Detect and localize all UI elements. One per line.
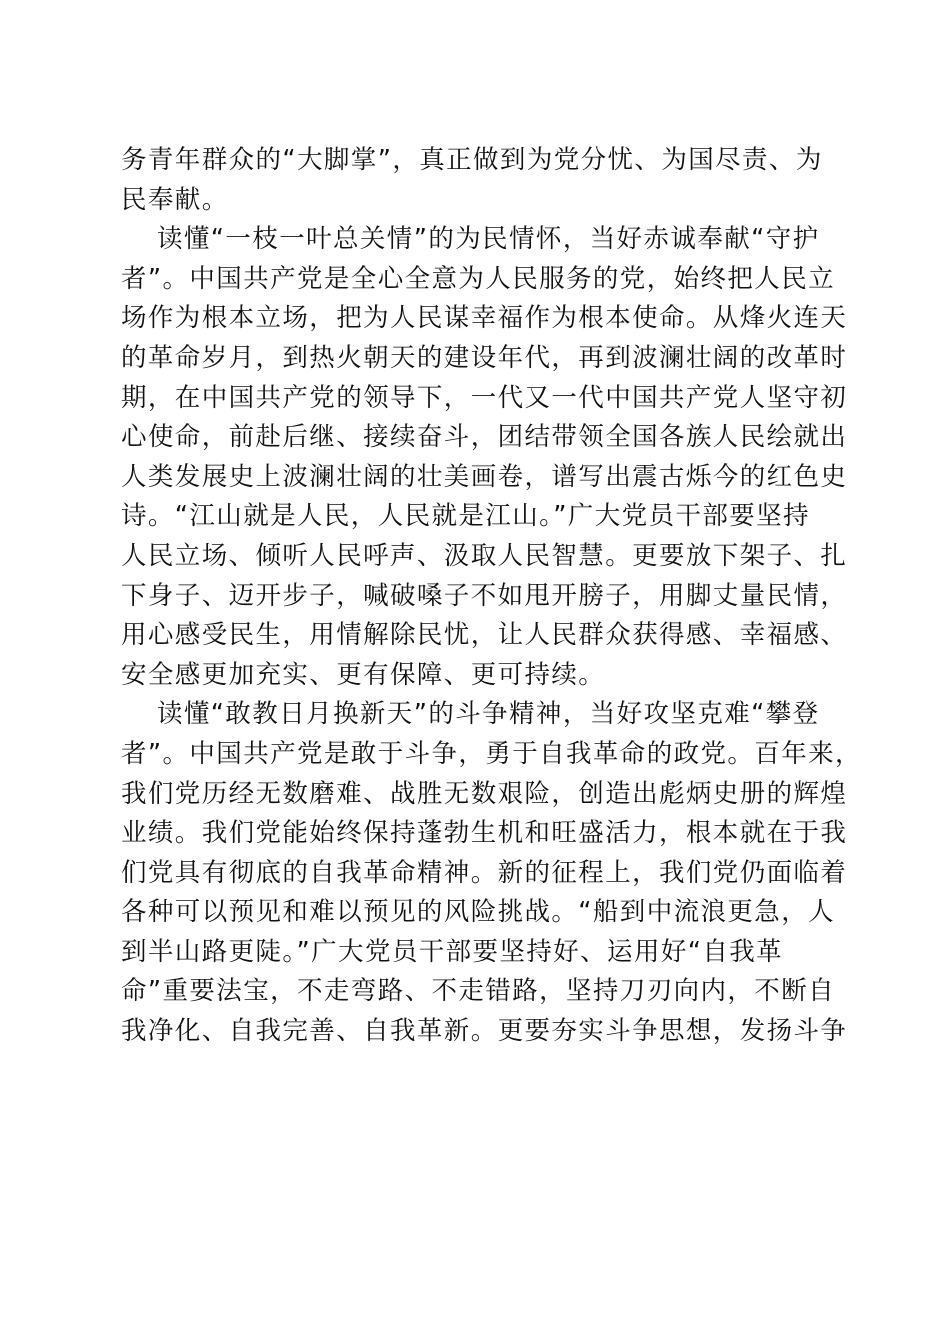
text-line: 各种可以预见和难以预见的风险挑战。“船到中流浪更急，人 xyxy=(121,897,836,928)
text-line: 命”重要法宝，不走弯路、不走错路，坚持刀刃向内，不断自 xyxy=(121,976,836,1007)
text-line: 业绩。我们党能始终保持蓬勃生机和旺盛活力，根本就在于我 xyxy=(121,818,848,849)
text-line: 者”。中国共产党是敢于斗争，勇于自我革命的政党。百年来， xyxy=(121,738,862,769)
text-line: 民奉献。 xyxy=(121,184,229,215)
body-text xyxy=(121,141,862,1052)
text-line: 人民立场、倾听人民呼声、汲取人民智慧。更要放下架子、扎 xyxy=(121,540,848,571)
text-line: 期，在中国共产党的领导下，一代又一代中国共产党人坚守初 xyxy=(121,382,848,413)
paragraph-start-line: 读懂“敢教日月换新天”的斗争精神，当好攻坚克难“攀登 xyxy=(157,699,820,730)
text-line: 的革命岁月，到热火朝天的建设年代，再到波澜壮阔的改革时 xyxy=(121,342,848,373)
text-line: 心使命，前赴后继、接续奋斗，团结带领全国各族人民绘就出 xyxy=(121,422,848,453)
text-line: 务青年群众的“大脚掌”，真正做到为党分忧、为国尽责、为 xyxy=(121,145,823,175)
text-line: 我们党历经无数磨难、战胜无数艰险，创造出彪炳史册的辉煌 xyxy=(121,778,848,809)
text-line: 我净化、自我完善、自我革新。更要夯实斗争思想，发扬斗争 xyxy=(121,1016,848,1047)
paragraph-start-line: 读懂“一枝一叶总关情”的为民情怀，当好赤诚奉献“守护 xyxy=(157,224,820,255)
text-line: 用心感受民生，用情解除民忧，让人民群众获得感、幸福感、 xyxy=(121,620,848,651)
text-line: 们党具有彻底的自我革命精神。新的征程上，我们党仍面临着 xyxy=(121,857,848,888)
text-line: 下身子、迈开步子，喊破嗓子不如甩开膀子，用脚丈量民情， xyxy=(121,580,848,611)
text-line: 场作为根本立场，把为人民谋幸福作为根本使命。从烽火连天 xyxy=(121,303,848,334)
text-line: 者”。中国共产党是全心全意为人民服务的党，始终把人民立 xyxy=(121,263,836,294)
text-line: 诗。“江山就是人民，人民就是江山。”广大党员干部要坚持 xyxy=(121,501,810,532)
text-line: 到半山路更陡。”广大党员干部要坚持好、运用好“自我革 xyxy=(121,936,784,967)
text-line: 安全感更加充实、更有保障、更可持续。 xyxy=(121,659,606,690)
text-line: 人类发展史上波澜壮阔的壮美画卷，谱写出震古烁今的红色史 xyxy=(121,461,848,492)
